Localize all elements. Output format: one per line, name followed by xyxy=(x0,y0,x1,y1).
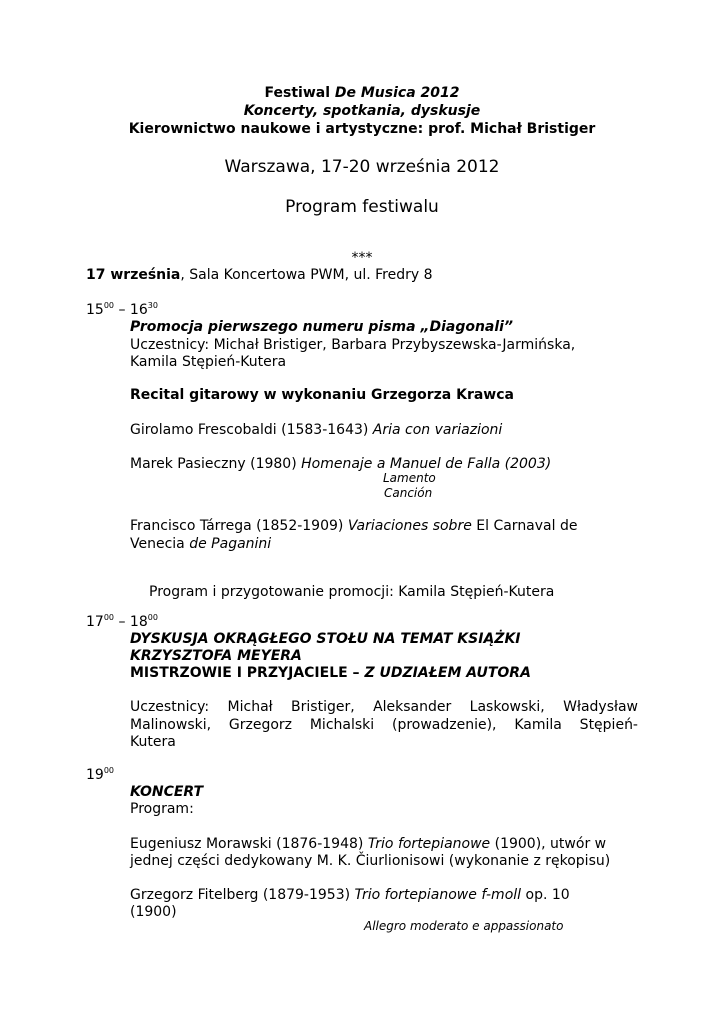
work-note: (1900), utwór w xyxy=(490,836,607,852)
time-start-minute: 00 xyxy=(103,301,115,310)
time-dash: – xyxy=(114,302,130,318)
composer: Grzegorz Fitelberg (1879-1953) xyxy=(130,887,355,903)
work-morawski-line-2: jednej części dedykowany M. K. Čiurlionisowi (wykonanie z rękopisu) xyxy=(130,853,611,869)
place-date: Warszawa, 17-20 września 2012 xyxy=(224,157,500,177)
work-title-part: de Paganini xyxy=(189,536,272,552)
time-start-hour: 19 xyxy=(86,767,104,783)
work-title: Aria con variazioni xyxy=(372,422,503,438)
composer: Eugeniusz Morawski (1876-1948) xyxy=(130,836,368,852)
session-1-participants-2: Kamila Stępień-Kutera xyxy=(130,354,287,370)
day-line xyxy=(86,266,433,284)
work-title: Homenaje a Manuel de Falla (2003) xyxy=(301,456,552,472)
artistic-direction: Kierownictwo naukowe i artystyczne: prof. Michał Bristiger xyxy=(128,121,596,137)
session-2-participants-1: Uczestnicy: Michał Bristiger, Aleksander Laskowski, Władysław xyxy=(130,699,638,715)
day-venue: , Sala Koncertowa PWM, ul. Fredry 8 xyxy=(180,267,433,283)
movement-lamento: Lamento xyxy=(383,471,436,485)
concert-program-label: Program: xyxy=(130,801,194,817)
work-fitelberg-line-2: (1900) xyxy=(130,904,177,920)
work-title-part: El Carnaval de xyxy=(471,518,578,534)
promotion-preparation: Program i przygotowanie promocji: Kamila Stępień-Kutera xyxy=(149,584,555,600)
time-start-minute: 00 xyxy=(103,613,115,622)
movement-cancion: Canción xyxy=(384,486,433,500)
composer: Girolamo Frescobaldi (1583-1643) xyxy=(130,422,373,438)
session-3-time xyxy=(86,766,114,784)
session-1-participants-1: Uczestnicy: Michał Bristiger, Barbara Przybyszewska-Jarmińska, xyxy=(130,337,576,353)
work-tarrega-line-2 xyxy=(130,535,271,553)
session-2-title-1: DYSKUSJA OKRĄGŁEGO STOŁU NA TEMAT KSIĄŻKI xyxy=(130,631,521,647)
composer: Marek Pasieczny (1980) xyxy=(130,456,302,472)
time-start-hour: 17 xyxy=(86,614,104,630)
guitar-recital-heading: Recital gitarowy w wykonaniu Grzegorza Krawca xyxy=(130,387,514,403)
time-start-hour: 15 xyxy=(86,302,104,318)
work-fitelberg-line-1 xyxy=(130,886,570,904)
session-2-participants-2: Malinowski, Grzegorz Michalski (prowadzenie), Kamila Stępień- xyxy=(130,717,638,733)
session-2-title-3 xyxy=(130,664,531,682)
work-frescobaldi xyxy=(130,421,502,439)
time-end-minute: 00 xyxy=(147,613,158,622)
session-1-title: Promocja pierwszego numeru pisma „Diagonali” xyxy=(130,319,513,335)
work-title-part: Variaciones sobre xyxy=(347,518,472,534)
separator-stars: *** xyxy=(351,250,373,266)
time-dash: – xyxy=(114,614,130,630)
work-morawski-line-1 xyxy=(130,835,606,853)
concert-heading: KONCERT xyxy=(130,784,204,800)
movement-allegro: Allegro moderato e appassionato xyxy=(364,919,564,933)
time-start-minute: 00 xyxy=(103,766,115,775)
festival-title xyxy=(0,84,724,102)
session-1-time xyxy=(86,301,158,319)
time-end-minute: 30 xyxy=(147,301,158,310)
festival-word: Festiwal xyxy=(264,85,335,101)
work-title: Trio fortepianowe f-moll xyxy=(354,887,522,903)
program-heading: Program festiwalu xyxy=(285,197,439,217)
work-pasieczny xyxy=(130,455,551,473)
work-tarrega-line-1 xyxy=(130,517,577,535)
work-opus: op. 10 xyxy=(521,887,570,903)
work-title-part: Venecia xyxy=(130,536,190,552)
time-end-hour: 16 xyxy=(129,302,148,318)
work-title: Trio fortepianowe xyxy=(367,836,491,852)
session-2-title-2: KRZYSZTOFA MEYERA xyxy=(130,648,302,664)
session-2-time xyxy=(86,613,158,631)
book-title: MISTRZOWIE I PRZYJACIELE – xyxy=(130,665,365,681)
festival-subtitle: Koncerty, spotkania, dyskusje xyxy=(243,103,481,119)
festival-name: De Musica 2012 xyxy=(334,85,460,101)
time-end-hour: 18 xyxy=(129,614,148,630)
day-date: 17 września xyxy=(86,267,181,283)
session-2-participants-3: Kutera xyxy=(130,734,176,750)
author-note: Z UDZIAŁEM AUTORA xyxy=(364,665,531,681)
composer: Francisco Tárrega (1852-1909) xyxy=(130,518,348,534)
